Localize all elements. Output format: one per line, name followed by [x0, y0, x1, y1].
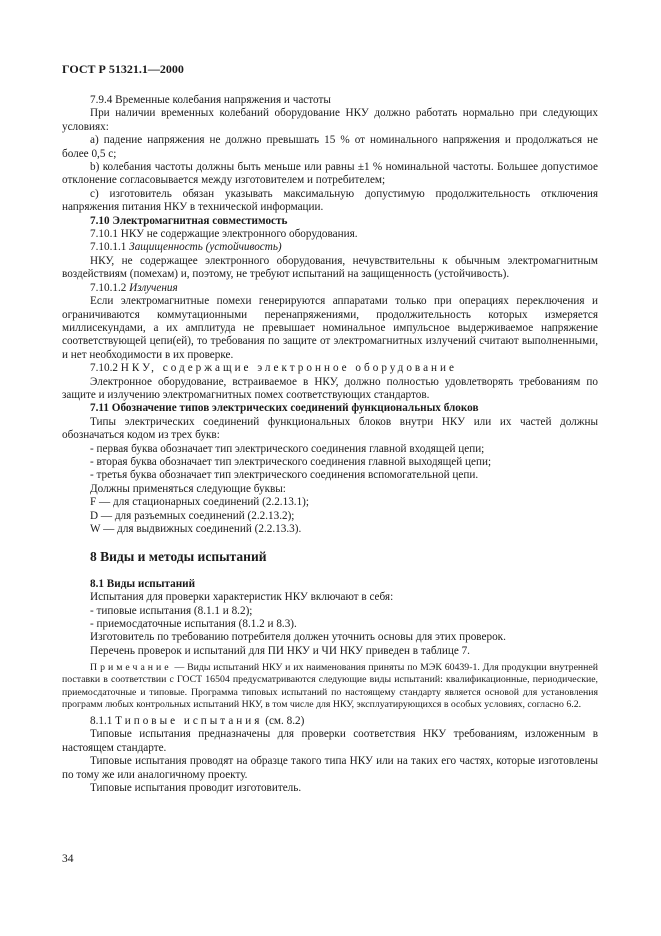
list-item: D — для разъемных соединений (2.2.13.2); — [90, 509, 295, 522]
subsection-7-10-1-1-heading — [62, 241, 598, 254]
subsection-number: 7.10.1.1 — [90, 241, 127, 254]
page-body — [62, 94, 598, 796]
section-7-9-4-title: 7.9.4 Временные колебания напряжения и частоты — [90, 94, 331, 106]
subsection-title: Защищенность (устойчивость) — [129, 241, 282, 254]
paragraph: Электронное оборудование, встраиваемое в НКУ, должно полностью удовлетворять требованиям по защите и излучению электромагнитных помех соответствующих стандартов. — [62, 375, 598, 401]
subsection-8-1-1-heading — [62, 715, 598, 728]
page-number: 34 — [62, 853, 74, 865]
list-item: - первая буква обозначает тип электрического соединения главной входящей цепи; — [90, 442, 485, 455]
paragraph: Типы электрических соединений функциональных блоков внутри НКУ или их частей должны обозначаться кодом из трех букв: — [62, 415, 598, 442]
paragraph: 7.10.1 НКУ не содержащие электронного оборудования. — [90, 228, 358, 241]
list-item-b: b) колебания частоты должны быть меньше или равны ±1 % номинальной частоты. Большее допустимое отклонение согласовывается между изготовителем и потребителем; — [62, 161, 598, 187]
subsection-number: 8.1.1 — [90, 715, 113, 728]
paragraph: Если электромагнитные помехи генерируются аппаратами только при операциях переключения и ограничиваются коммутационными перенапряжениями, продолжительность которых измеряется миллисекундами, а их амплитуда не превышает номинальное импульсное выдерживаемое напряжение соответствующей цепи(ей), то требования по защите от электромагнитных излучений считают выполненными, и нет необходимости в их проверке. — [62, 295, 598, 361]
subsection-title: Типовые испытания — [115, 715, 263, 728]
subsection-title: Излучения — [129, 281, 178, 294]
standard-code-header: ГОСТ Р 51321.1—2000 — [62, 62, 184, 76]
list-item-c: c) изготовитель обязан указывать максимальную допустимую продолжительность отключения напряжения питания НКУ в технической информации. — [62, 187, 598, 214]
subsection-7-10-2-heading — [62, 362, 598, 375]
section-7-11-title: 7.11 Обозначение типов электрических соединений функциональных блоков — [90, 402, 479, 415]
subsection-number: 7.10.2 — [90, 362, 118, 375]
paragraph: Типовые испытания предназначены для проверки соответствия НКУ требованиям, изложенным в настоящем стандарте. — [62, 728, 598, 754]
note-text: — Виды испытаний НКУ и их наименования приняты по МЭК 60439-1. Для продукции внутренней поставки в соответствии с ГОСТ 16504 предусматриваются следующие виды испытаний: квалификационные, периодические, приемосдаточные и типовые. Программа типовых испытаний по настоящему стандарту является основой для установления программ любых контрольных испытаний НКУ, в том числе для НКУ, эксплуатирующихся в особых условиях, согласно 6.2. — [62, 662, 598, 710]
subsection-number: 7.10.1.2 — [90, 281, 127, 294]
section-7-10-title: 7.10 Электромагнитная совместимость — [90, 214, 288, 227]
paragraph: Должны применяться следующие буквы: — [90, 482, 286, 495]
paragraph: Типовые испытания проводят на образце такого типа НКУ или на таких его частях, которые изготовлены по тому же или аналогичному проекту. — [62, 755, 598, 781]
list-item: - вторая буква обозначает тип электрического соединения главной выходящей цепи; — [90, 455, 492, 468]
subsection-7-10-1-2-heading — [62, 282, 598, 295]
note-label: Примечание — [90, 662, 172, 674]
list-item: F — для стационарных соединений (2.2.13.1); — [90, 496, 310, 509]
list-item: - третья буква обозначает тип электрического соединения вспомогательной цепи. — [90, 469, 479, 482]
paragraph: Перечень проверок и испытаний для ПИ НКУ и ЧИ НКУ приведен в таблице 7. — [90, 644, 470, 657]
paragraph: Испытания для проверки характеристик НКУ включают в себя: — [90, 591, 394, 604]
paragraph: Изготовитель по требованию потребителя должен уточнить основы для этих проверок. — [90, 631, 506, 644]
paragraph: При наличии временных колебаний оборудование НКУ должно работать нормально при следующих условиях: — [62, 107, 598, 133]
list-item: - типовые испытания (8.1.1 и 8.2); — [90, 604, 253, 617]
list-item: - приемосдаточные испытания (8.1.2 и 8.3). — [90, 618, 297, 631]
section-8-1-title: 8.1 Виды испытаний — [90, 577, 196, 590]
subsection-title: НКУ, содержащие электронное оборудование — [120, 362, 457, 375]
list-item: W — для выдвижных соединений (2.2.13.3). — [90, 523, 302, 535]
note — [62, 662, 598, 711]
subsection-reference: (см. 8.2) — [265, 715, 305, 728]
list-item-a: a) падение напряжения не должно превышать 15 % от номинального напряжения и продолжаться не более 0,5 с; — [62, 134, 598, 160]
paragraph: Типовые испытания проводит изготовитель. — [90, 782, 302, 795]
chapter-8-title: 8 Виды и методы испытаний — [90, 549, 267, 565]
paragraph: НКУ, не содержащее электронного оборудования, нечувствительны к обычным электромагнитным воздействиям (помехам) и, поэтому, не требуют испытаний на защищенность (устойчивость). — [62, 254, 598, 281]
